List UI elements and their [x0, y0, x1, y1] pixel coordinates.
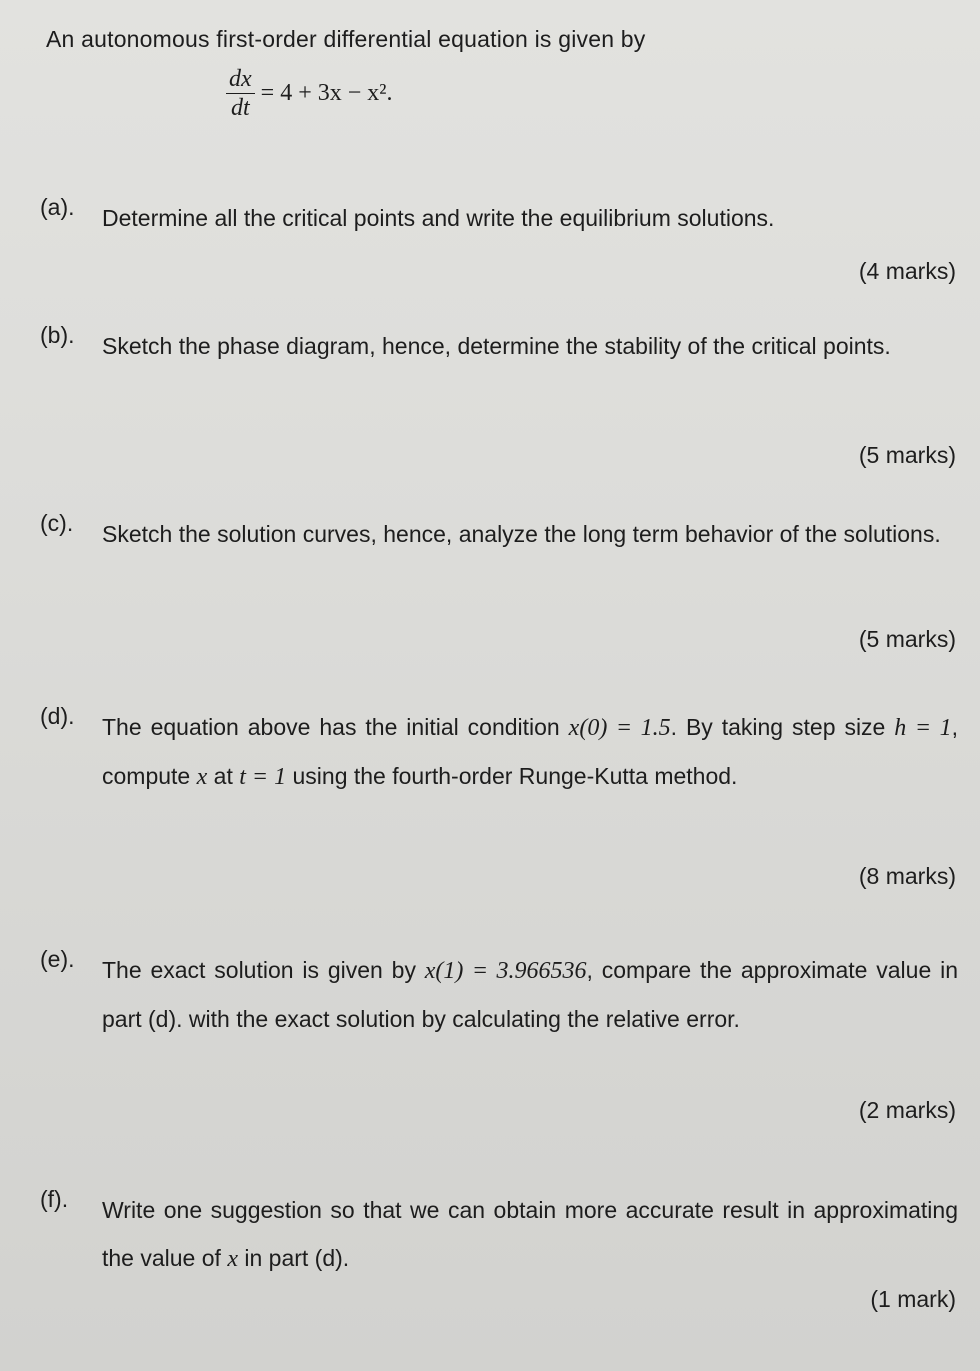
question-label: (a). [40, 194, 75, 220]
question-text: Determine all the critical points and write the equilibrium solutions. [102, 205, 775, 231]
marks-f: (1 mark) [870, 1286, 956, 1312]
text-segment: , compute [102, 714, 958, 789]
text-segment: at [207, 763, 240, 789]
text-segment: using the fourth-order Runge-Kutta method. [286, 763, 738, 789]
text-segment: The equation above has the initial condition [102, 714, 569, 740]
marks-e: (2 marks) [858, 1097, 956, 1123]
differential-equation [226, 66, 392, 121]
fraction-denominator: dt [230, 95, 250, 121]
text-segment: The exact solution is given by [102, 957, 425, 983]
math-initial-condition: x(0) = 1.5 [568, 715, 671, 741]
question-label: (f). [40, 1186, 69, 1212]
marks-c: (5 marks) [858, 626, 956, 652]
question-label: (c). [40, 510, 74, 536]
marks-a: (4 marks) [858, 258, 956, 284]
question-text [102, 703, 958, 801]
question-label: (e). [40, 946, 75, 972]
fraction-numerator: dx [226, 66, 255, 94]
intro-text: An autonomous first-order differential equation is given by [46, 26, 646, 52]
text-segment: in part (d). [237, 1245, 350, 1271]
question-text [102, 946, 958, 1043]
math-time: t = 1 [239, 764, 287, 790]
text-segment: Write one suggestion so that we can obtain more accurate result in approximating the value of [102, 1197, 958, 1271]
question-label: (b). [40, 322, 75, 348]
question-text: Sketch the phase diagram, hence, determine the stability of the critical points. [102, 333, 891, 359]
question-text: Sketch the solution curves, hence, analyze the long term behavior of the solutions. [102, 521, 941, 547]
math-exact-solution: x(1) = 3.966536 [424, 958, 587, 984]
question-text [102, 1186, 958, 1283]
marks-d: (8 marks) [858, 863, 956, 889]
math-variable-x: x [196, 764, 208, 790]
question-label: (d). [40, 703, 75, 729]
derivative-fraction [226, 66, 255, 121]
math-step-size: h = 1 [894, 715, 952, 741]
text-segment: . By taking step size [670, 714, 895, 740]
marks-b: (5 marks) [858, 442, 956, 468]
text-segment: , compare the approximate value in part (d). with the exact solution by calculating the relative error. [102, 957, 958, 1032]
equation-rhs: = 4 + 3x − x². [260, 80, 393, 106]
math-variable-x: x [227, 1246, 238, 1272]
